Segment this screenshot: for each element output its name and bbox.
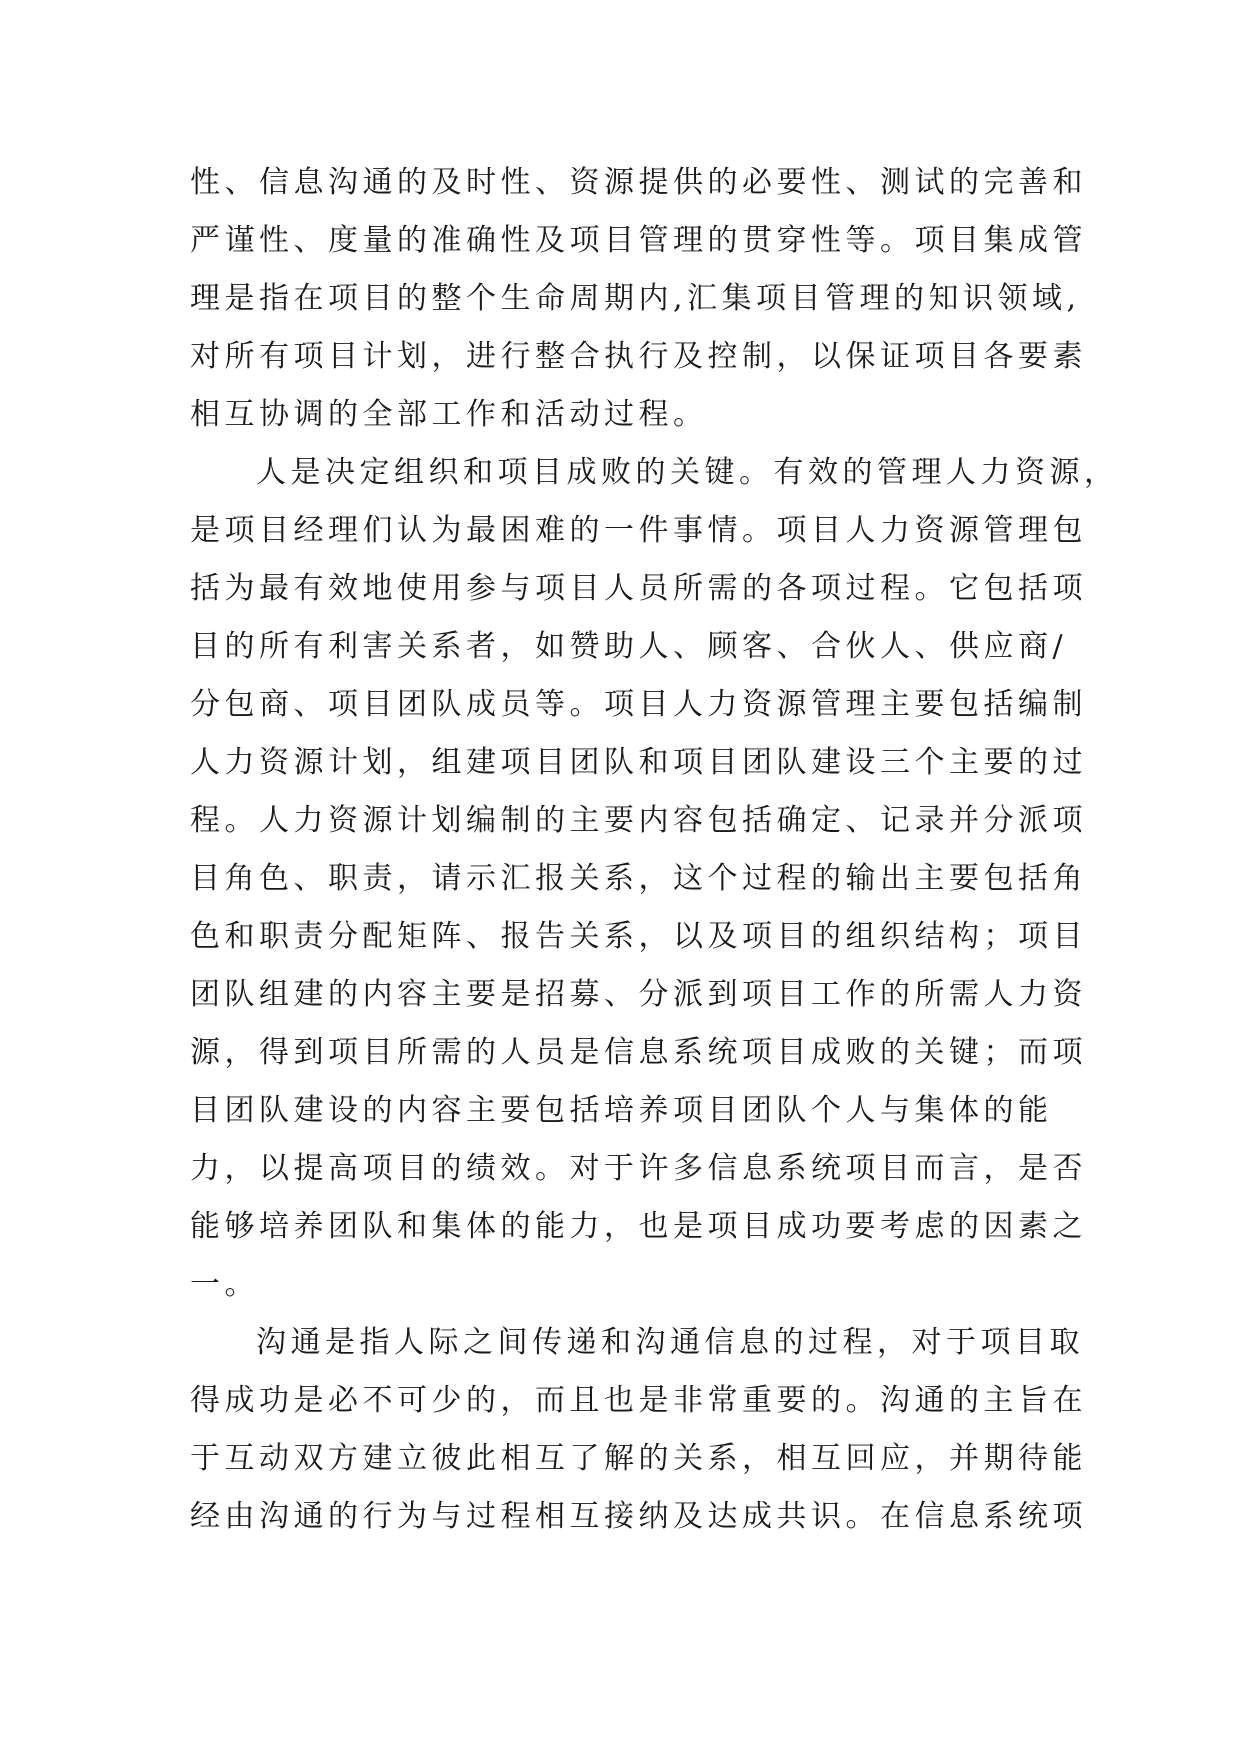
text-line: 源，得到项目所需的人员是信息系统项目成败的关键；而项 xyxy=(190,1035,1087,1070)
text-line: 于互动双方建立彼此相互了解的关系，相互回应，并期待能 xyxy=(190,1441,1087,1476)
text-line: 性、信息沟通的及时性、资源提供的必要性、测试的完善和 xyxy=(190,165,1087,200)
text-line: 色和职责分配矩阵、报告关系，以及项目的组织结构；项目 xyxy=(190,919,1087,954)
text-line: 力，以提高项目的绩效。对于许多信息系统项目而言，是否 xyxy=(190,1151,1087,1186)
text-line: 沟通是指人际之间传递和沟通信息的过程，对于项目取 xyxy=(256,1325,1084,1360)
text-line: 相互协调的全部工作和活动过程。 xyxy=(190,397,708,432)
text-line: 得成功是必不可少的，而且也是非常重要的。沟通的主旨在 xyxy=(190,1383,1087,1418)
text-line: 括为最有效地使用参与项目人员所需的各项过程。它包括项 xyxy=(190,571,1087,606)
text-line: 理是指在项目的整个生命周期内,汇集项目管理的知识领域, xyxy=(190,281,1081,316)
text-line: 对所有项目计划，进行整合执行及控制，以保证项目各要素 xyxy=(190,339,1087,374)
text-line: 目角色、职责，请示汇报关系，这个过程的输出主要包括角 xyxy=(190,861,1087,896)
text-line: 团队组建的内容主要是招募、分派到项目工作的所需人力资 xyxy=(190,977,1087,1012)
text-line: 人是决定组织和项目成败的关键。有效的管理人力资源， xyxy=(256,455,1119,490)
text-line: 程。人力资源计划编制的主要内容包括确定、记录并分派项 xyxy=(190,803,1087,838)
text-line: 人力资源计划，组建项目团队和项目团队建设三个主要的过 xyxy=(190,745,1087,780)
text-line: 目团队建设的内容主要包括培养项目团队个人与集体的能 xyxy=(190,1093,1053,1128)
body-text xyxy=(190,154,1119,1546)
text-line: 分包商、项目团队成员等。项目人力资源管理主要包括编制 xyxy=(190,687,1087,722)
text-line: 经由沟通的行为与过程相互接纳及达成共识。在信息系统项 xyxy=(190,1499,1087,1534)
text-line: 严谨性、度量的准确性及项目管理的贯穿性等。项目集成管 xyxy=(190,223,1087,258)
text-line: 目的所有利害关系者，如赞助人、顾客、合伙人、供应商/ xyxy=(190,629,1068,664)
text-line: 是项目经理们认为最困难的一件事情。项目人力资源管理包 xyxy=(190,513,1087,548)
text-line: 一。 xyxy=(190,1267,259,1302)
text-line: 能够培养团队和集体的能力，也是项目成功要考虑的因素之 xyxy=(190,1209,1087,1244)
